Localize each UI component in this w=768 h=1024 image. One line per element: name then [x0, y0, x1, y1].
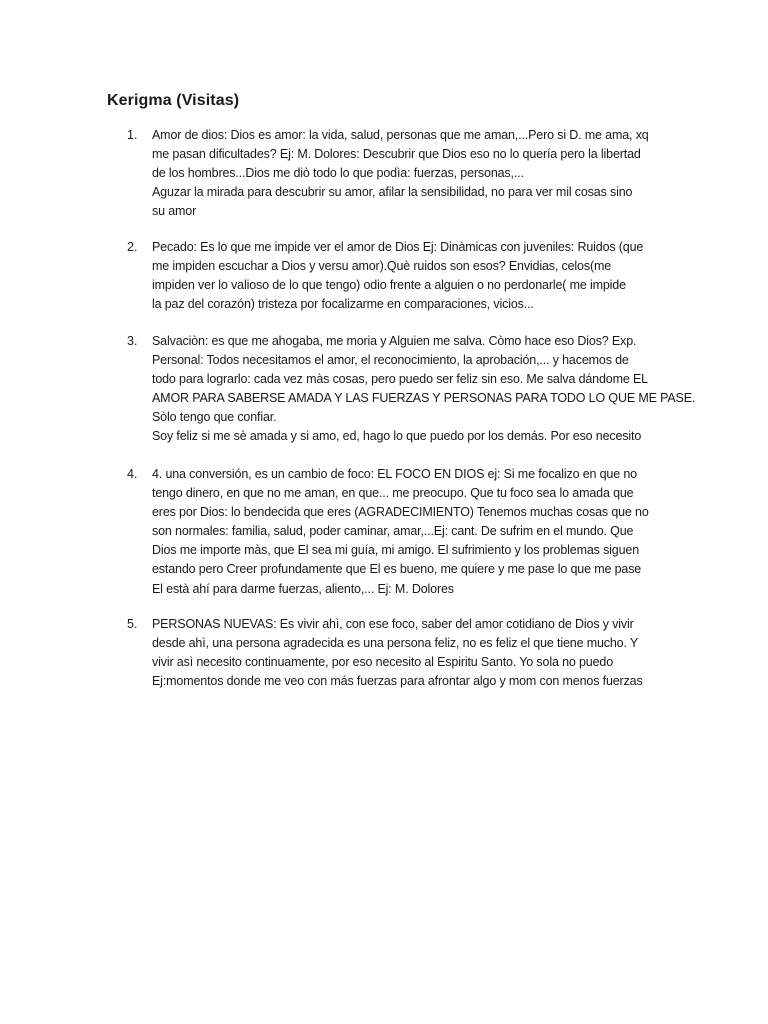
text-line: impiden ver lo valioso de lo que tengo) odio frente a alguien o no perdonarle( me impide: [152, 278, 626, 293]
list-item-text: [152, 332, 696, 447]
list-item-number: 3.: [127, 334, 138, 348]
text-line: estando pero Creer profundamente que El es bueno, me quiere y me pase lo que me pase: [152, 562, 642, 577]
text-line: 4. una conversión, es un cambio de foco: EL FOCO EN DIOS ej: Si me focalizo en que no: [152, 467, 637, 481]
list-item-text: [152, 615, 687, 691]
text-line: Personal: Todos necesitamos el amor, el reconocimiento, la aprobación,... y hacemos de: [152, 353, 629, 368]
list-item-number: 1.: [127, 128, 138, 142]
text-line: tengo dinero, en que no me aman, en que... me preocupo. Que tu foco sea lo amada que: [152, 486, 634, 501]
list-item-number: 5.: [127, 617, 138, 631]
document-title: Kerigma (Visitas): [107, 92, 240, 109]
text-line: AMOR PARA SABERSE AMADA Y LAS FUERZAS Y PERSONAS PARA TODO LO QUE ME PASE.: [152, 391, 696, 406]
text-line: Pecado: Es lo que me impide ver el amor de Dios Ej: Dinàmicas con juveniles: Ruidos (que: [152, 240, 644, 254]
list-item-number: 4.: [127, 467, 138, 481]
text-line: desde ahì, una persona agradecida es una persona feliz, no es feliz el que tiene mucho. Y: [152, 636, 639, 651]
text-line: El està ahí para darme fuerzas, aliento,... Ej: M. Dolores: [152, 581, 454, 596]
text-line: Amor de dios: Dios es amor: la vida, salud, personas que me aman,...Pero si D. me ama, xq: [152, 128, 649, 142]
text-line: me impiden escuchar a Dios y versu amor).Què ruidos son esos? Envidias, celos(me: [152, 259, 612, 274]
text-line: eres por Dios: lo bendecida que eres (AGRADECIMIENTO) Tenemos muchas cosas que no: [152, 505, 649, 520]
text-line: todo para lograrlo: cada vez màs cosas, pero puedo ser feliz sin eso. Me salva dándome EL: [152, 372, 648, 387]
text-line: me pasan dificultades? Ej: M. Dolores: Descubrir que Dios eso no lo quería pero la libertad: [152, 147, 641, 162]
text-line: son normales: familia, salud, poder caminar, amar,...Ej: cant. De sufrim en el mundo. Que: [152, 524, 634, 539]
text-line: su amor: [152, 204, 197, 219]
list-item-text: [152, 465, 687, 599]
list-item-text: [152, 126, 687, 221]
list-item-number: 2.: [127, 240, 138, 254]
text-line: Soy feliz si me sè amada y si amo, ed, hago lo que puedo por los demás. Por eso necesito: [152, 429, 642, 444]
text-line: Aguzar la mirada para descubrir su amor, afilar la sensibilidad, no para ver mil cosas sino: [152, 185, 633, 200]
text-line: Ej:momentos donde me veo con más fuerzas para afrontar algo y mom con menos fuerzas: [152, 674, 643, 689]
text-line: Sòlo tengo que confiar.: [152, 410, 277, 425]
text-line: Salvaciòn: es que me ahogaba, me moria y Alguien me salva. Còmo hace eso Dios? Exp.: [152, 334, 637, 348]
text-line: Dios me importe màs, que El sea mi guía, mi amigo. El sufrimiento y los problemas siguen: [152, 543, 640, 558]
text-line: PERSONAS NUEVAS: Es vivir ahì, con ese foco, saber del amor cotidiano de Dios y vivir: [152, 617, 634, 631]
text-line: la paz del corazón) tristeza por focalizarme en comparaciones, vicios...: [152, 297, 534, 312]
text-line: vivir asì necesito continuamente, por eso necesito al Espiritu Santo. Yo sola no puedo: [152, 655, 614, 670]
text-line: de los hombres...Dios me diò todo lo que podìa: fuerzas, personas,...: [152, 166, 524, 181]
list-item-text: [152, 238, 687, 314]
